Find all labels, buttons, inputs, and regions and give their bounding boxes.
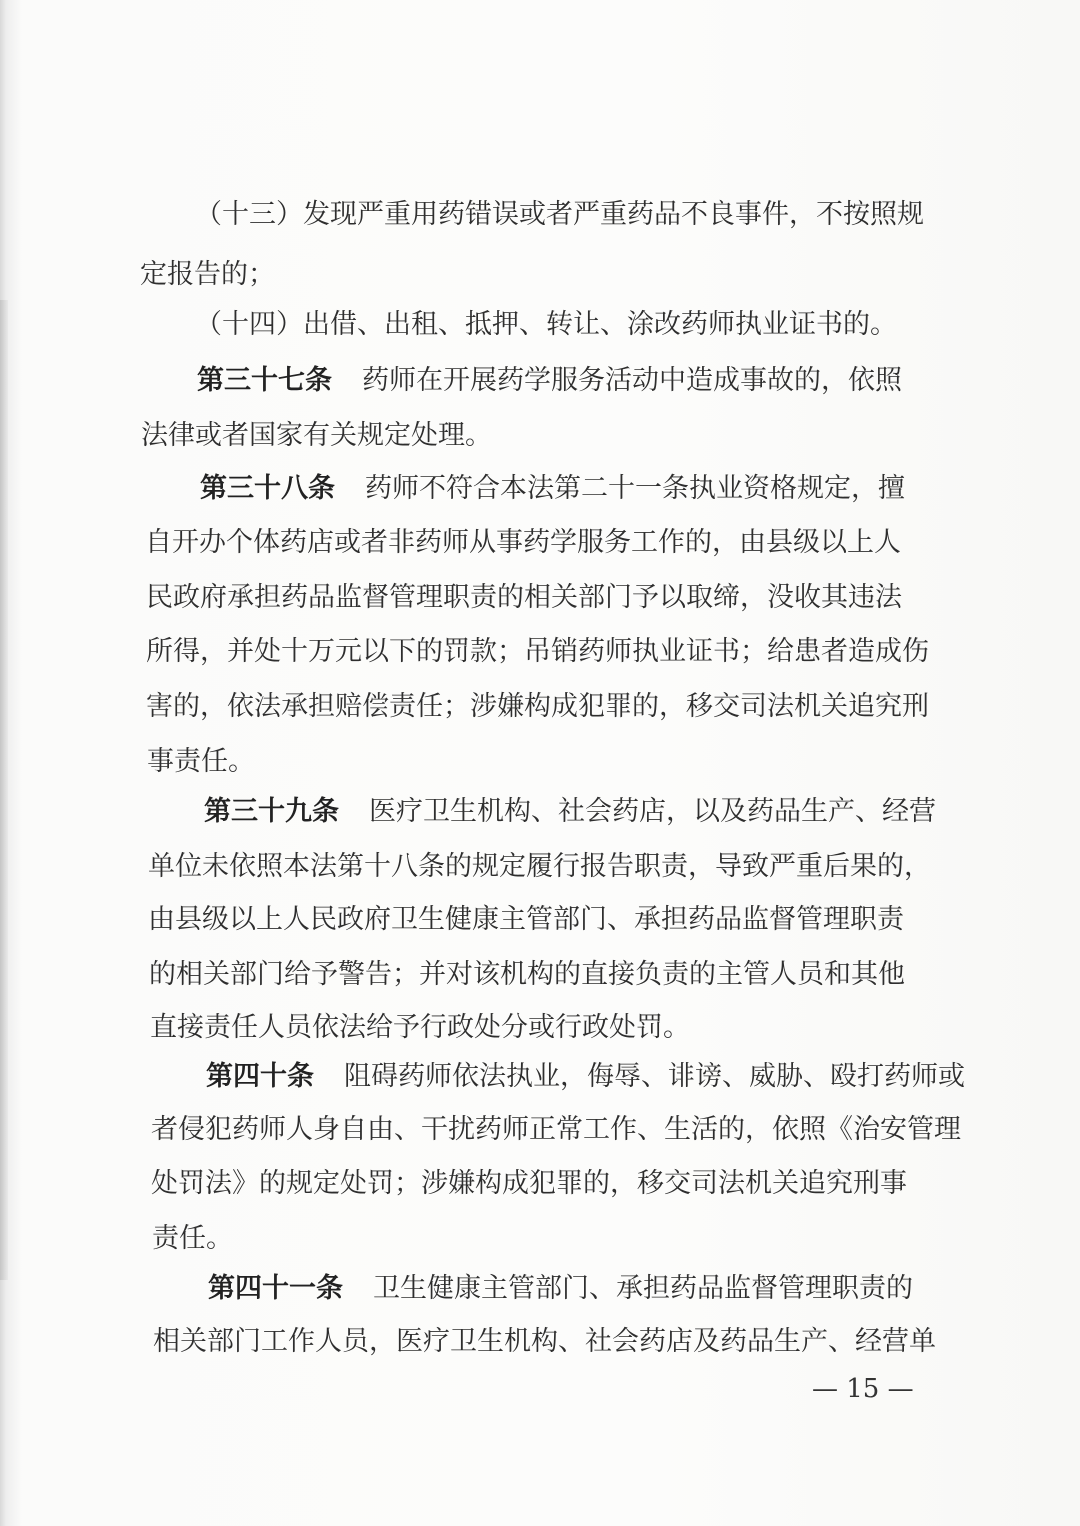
line-text: 相关部门工作人员，医疗卫生机构、社会药店及药品生产、经营单	[153, 1326, 936, 1357]
line-text: 事责任。	[147, 746, 255, 777]
text-line	[151, 1113, 961, 1147]
text-line	[140, 258, 275, 292]
text-line	[152, 1222, 233, 1256]
line-text: 药师不符合本法第二十一条执业资格规定，擅	[365, 473, 905, 504]
article-heading: 第四十一条	[208, 1273, 343, 1304]
article-40-line	[206, 1060, 965, 1094]
line-text: 卫生健康主管部门、承担药品监督管理职责的	[373, 1273, 913, 1304]
article-41-line	[208, 1272, 913, 1306]
text-line	[147, 745, 255, 779]
text-line	[153, 1325, 936, 1359]
text-line	[148, 903, 904, 937]
text-line	[146, 581, 902, 615]
line-text: （十三）发现严重用药错误或者严重药品不良事件，不按照规	[195, 199, 924, 230]
article-heading: 第三十九条	[204, 796, 339, 827]
text-line	[141, 419, 492, 453]
text-line	[150, 1011, 690, 1045]
line-text: 自开办个体药店或者非药师从事药学服务工作的，由县级以上人	[145, 527, 901, 558]
text-line	[145, 526, 901, 560]
article-heading: 第四十条	[206, 1061, 314, 1092]
line-text: 直接责任人员依法给予行政处分或行政处罚。	[150, 1012, 690, 1043]
line-text: 责任。	[152, 1223, 233, 1254]
page-number: — 15 —	[812, 1374, 914, 1404]
text-line	[148, 850, 931, 884]
line-text: 处罚法》的规定处罚；涉嫌构成犯罪的，移交司法机关追究刑事	[151, 1168, 907, 1199]
line-text: 阻碍药师依法执业，侮辱、诽谤、威胁、殴打药师或	[344, 1061, 965, 1092]
article-heading: 第三十七条	[197, 365, 332, 396]
article-37-line	[197, 364, 902, 398]
text-line	[195, 308, 897, 342]
line-text: 者侵犯药师人身自由、干扰药师正常工作、生活的，依照《治安管理	[151, 1114, 961, 1145]
article-heading: 第三十八条	[200, 473, 335, 504]
line-text: 害的，依法承担赔偿责任；涉嫌构成犯罪的，移交司法机关追究刑	[146, 691, 929, 722]
line-text: 医疗卫生机构、社会药店，以及药品生产、经营	[369, 796, 936, 827]
line-text: 单位未依照本法第十八条的规定履行报告职责，导致严重后果的，	[148, 851, 931, 882]
line-text: 药师在开展药学服务活动中造成事故的，依照	[362, 365, 902, 396]
line-text: 民政府承担药品监督管理职责的相关部门予以取缔，没收其违法	[146, 582, 902, 613]
scan-shadow-edge	[0, 300, 8, 1280]
text-line	[151, 1167, 907, 1201]
text-line	[146, 690, 929, 724]
text-line	[149, 958, 905, 992]
article-39-line	[204, 795, 936, 829]
line-text: 法律或者国家有关规定处理。	[141, 420, 492, 451]
text-line	[195, 198, 924, 232]
article-38-line	[200, 472, 905, 506]
line-text: 所得，并处十万元以下的罚款；吊销药师执业证书；给患者造成伤	[146, 636, 929, 667]
line-text: 的相关部门给予警告；并对该机构的直接负责的主管人员和其他	[149, 959, 905, 990]
line-text: 定报告的；	[140, 259, 275, 290]
line-text: 由县级以上人民政府卫生健康主管部门、承担药品监督管理职责	[148, 904, 904, 935]
text-line	[146, 635, 929, 669]
line-text: （十四）出借、出租、抵押、转让、涂改药师执业证书的。	[195, 309, 897, 340]
